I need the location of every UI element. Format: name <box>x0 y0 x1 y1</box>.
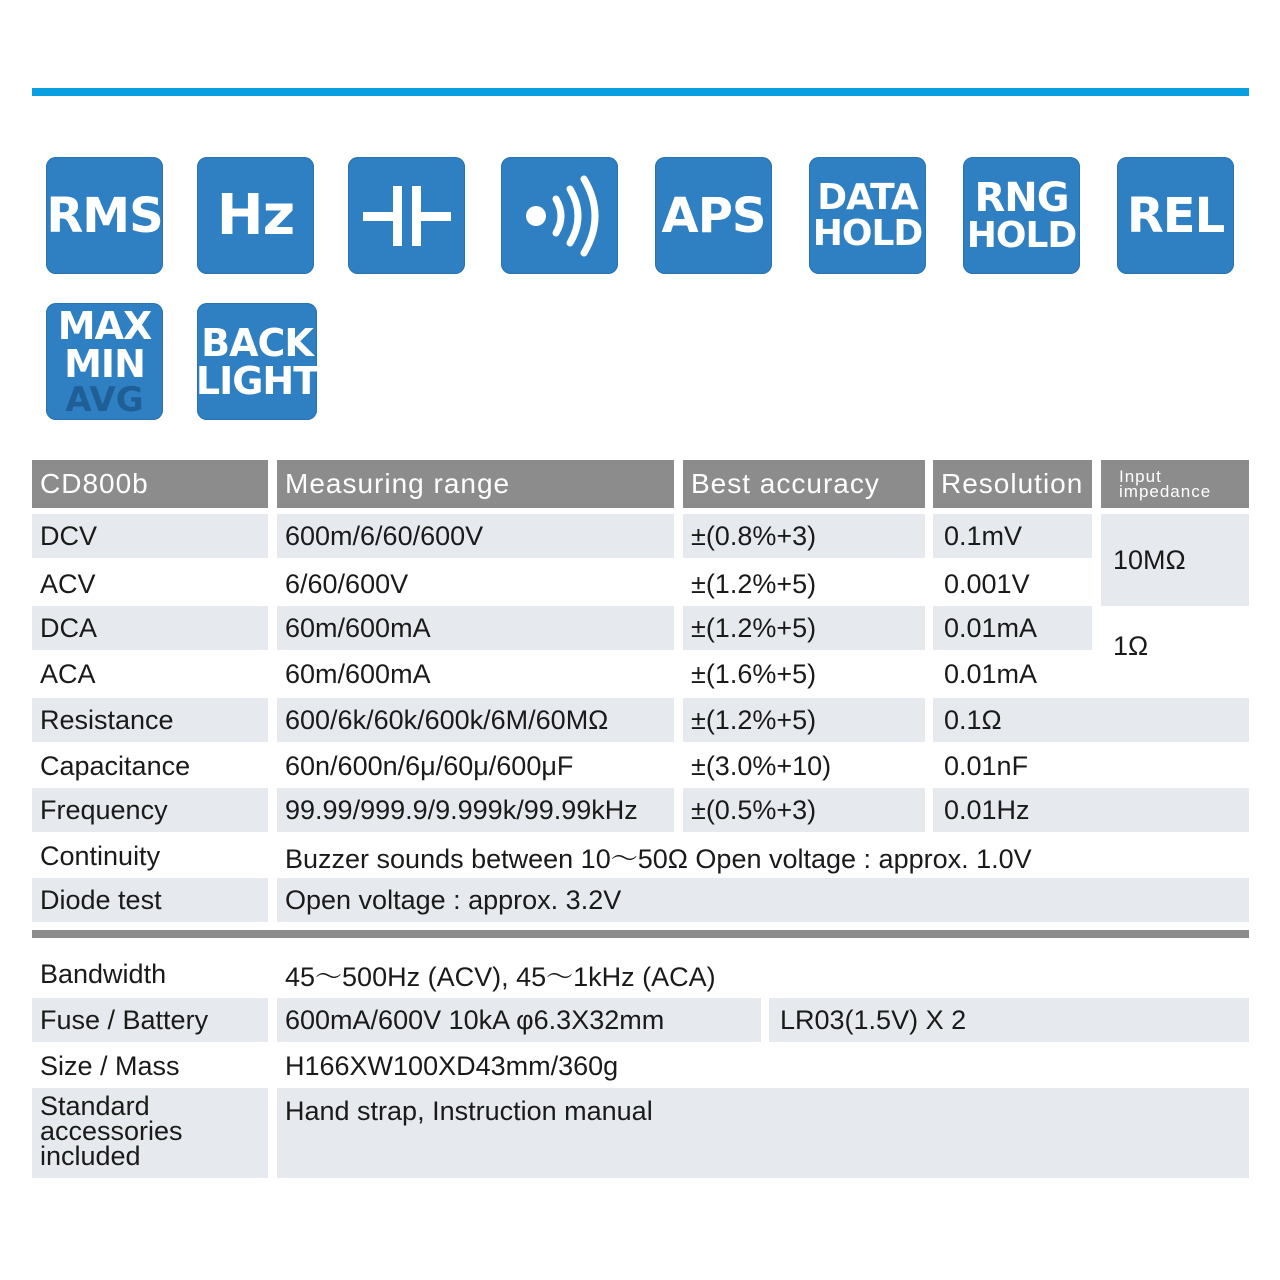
row-dca-accuracy: ±(1.2%+5) <box>683 606 925 650</box>
row-resistance-resolution: 0.1Ω <box>933 698 1249 742</box>
row-dcv-name: DCV <box>32 514 268 558</box>
aps-badge <box>655 157 772 274</box>
row-aca-range: 60m/600mA <box>285 658 431 689</box>
row-diode-name: Diode test <box>32 878 268 922</box>
badge-label: MIN <box>64 341 145 386</box>
header-input-impedance: Input impedance <box>1101 460 1249 508</box>
row-diode-value: Open voltage : approx. 3.2V <box>277 878 1249 922</box>
row-dca-range: 60m/600mA <box>277 606 674 650</box>
badge-label: MAX <box>57 303 152 348</box>
row-continuity-name: Continuity <box>40 840 161 871</box>
row-aca-accuracy: ±(1.6%+5) <box>691 658 817 689</box>
badge-label: APS <box>661 187 766 244</box>
row-resistance-range: 600/6k/60k/600k/6M/60MΩ <box>277 698 674 742</box>
spec-accessories-value: Hand strap, Instruction manual <box>277 1088 1249 1178</box>
row-aca-resolution: 0.01mA <box>944 658 1038 689</box>
spec-battery-value: LR03(1.5V) X 2 <box>769 998 1249 1042</box>
row-capacitance-range: 60n/600n/6μ/60μ/600μF <box>285 750 574 781</box>
badge-label: BACK <box>201 320 313 365</box>
badge-label: LIGHT <box>195 358 319 403</box>
row-resistance-accuracy: ±(1.2%+5) <box>683 698 925 742</box>
header-measuring-range: Measuring range <box>277 460 674 508</box>
row-frequency-name: Frequency <box>32 788 268 832</box>
sound-waves-icon <box>501 157 618 274</box>
row-dcv-resolution: 0.1mV <box>933 514 1092 558</box>
row-acv-name: ACV <box>40 568 96 599</box>
badge-label: REL <box>1126 187 1225 244</box>
spec-size-value: H166XW100XD43mm/360g <box>285 1050 619 1081</box>
impedance-voltage: 10MΩ <box>1101 514 1249 606</box>
row-frequency-resolution: 0.01Hz <box>933 788 1249 832</box>
spec-accessories-name: Standard accessories included <box>32 1088 268 1178</box>
badge-label: RMS <box>46 187 163 244</box>
spec-fuse-name: Fuse / Battery <box>32 998 268 1042</box>
spec-bandwidth-name: Bandwidth <box>40 958 167 989</box>
hz-badge <box>197 157 314 274</box>
badge-label: Hz <box>216 182 295 248</box>
row-dcv-accuracy: ±(0.8%+3) <box>683 514 925 558</box>
row-aca-name: ACA <box>40 658 96 689</box>
spec-size-name: Size / Mass <box>40 1050 180 1081</box>
row-acv-resolution: 0.001V <box>944 568 1030 599</box>
row-frequency-range: 99.99/999.9/9.999k/99.99kHz <box>277 788 674 832</box>
data-hold-badge <box>809 157 926 274</box>
row-capacitance-name: Capacitance <box>40 750 191 781</box>
badge-label: DATA <box>817 176 918 218</box>
capacitor-icon <box>348 157 465 274</box>
badge-label: AVG <box>65 379 144 420</box>
badge-label: HOLD <box>966 214 1077 256</box>
row-capacitance-accuracy: ±(3.0%+10) <box>691 750 832 781</box>
badge-label: HOLD <box>812 212 923 254</box>
row-continuity-value: Buzzer sounds between 10～50Ω Open voltage : approx. 1.0V <box>285 843 1032 874</box>
rng-hold-badge <box>963 157 1080 274</box>
row-frequency-accuracy: ±(0.5%+3) <box>683 788 925 832</box>
impedance-current: 1Ω <box>1113 630 1149 661</box>
section-divider <box>32 930 1249 938</box>
accent-rule <box>32 88 1249 96</box>
backlight-badge <box>197 303 317 420</box>
rms-badge <box>46 157 163 274</box>
row-resistance-name: Resistance <box>32 698 268 742</box>
max-min-avg-badge <box>46 303 163 420</box>
row-dca-name: DCA <box>32 606 268 650</box>
row-acv-accuracy: ±(1.2%+5) <box>691 568 817 599</box>
row-acv-range: 6/60/600V <box>285 568 409 599</box>
row-dca-resolution: 0.01mA <box>933 606 1092 650</box>
row-capacitance-resolution: 0.01nF <box>944 750 1029 781</box>
header-model: CD800b <box>32 460 268 508</box>
rel-badge <box>1117 157 1234 274</box>
header-best-accuracy: Best accuracy <box>683 460 925 508</box>
spec-bandwidth-value: 45～500Hz (ACV), 45～1kHz (ACA) <box>285 961 716 992</box>
row-dcv-range: 600m/6/60/600V <box>277 514 674 558</box>
header-resolution: Resolution <box>933 460 1092 508</box>
spec-fuse-value: 600mA/600V 10kA φ6.3X32mm <box>277 998 761 1042</box>
badge-label: RNG <box>974 174 1069 221</box>
